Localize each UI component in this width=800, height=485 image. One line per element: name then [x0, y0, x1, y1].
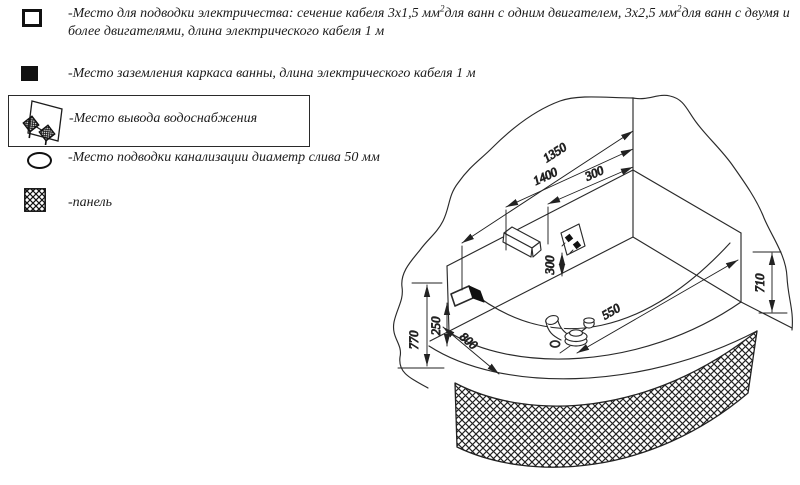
legend-item-water-supply: -Место вывода водоснабжения — [69, 111, 258, 126]
dim-770-label: 770 — [407, 330, 421, 350]
legend-electricity-sup-1: 2 — [439, 3, 445, 14]
dim-550-label: 550 — [599, 300, 623, 323]
legend-electricity-text-2: для ванн с одним двигателем, 3х2,5 мм — [444, 6, 677, 21]
legend-electricity-sup-2: 2 — [676, 3, 682, 14]
bathtub-rim-curves — [429, 243, 757, 379]
dim-300-height-label: 300 — [543, 255, 557, 275]
right-wall-outline — [633, 95, 792, 330]
dimension-300-wall — [548, 163, 633, 244]
dim-800-label: 800 — [456, 329, 481, 353]
inner-rim-arc — [468, 243, 730, 329]
legend-electricity-text-3: для ванн с двумя и более двигателями, длина электрического кабеля 1 м — [68, 6, 790, 39]
electric-connection-point — [451, 286, 484, 306]
dim-1350-label: 1350 — [540, 139, 570, 166]
dimension-550 — [577, 260, 738, 353]
deck-front-edge — [449, 302, 741, 359]
legend-electricity-text-1: -Место для подводки электричества: сечение кабеля 3х1,5 мм — [68, 6, 440, 21]
faucet-spout — [503, 227, 541, 257]
sewage-oval-symbol — [550, 341, 559, 347]
legend-item-drain: -Место подводки канализации диаметр слива 50 мм — [68, 150, 380, 165]
dim-300-wall-label: 300 — [582, 163, 606, 184]
legend-item-panel: -панель — [68, 195, 112, 210]
water-supply-point — [561, 224, 585, 255]
dim-250-label: 250 — [429, 316, 443, 336]
dimension-710 — [753, 252, 787, 313]
dimension-300-height — [543, 253, 562, 276]
dim-710-label: 710 — [753, 273, 767, 293]
legend-item-grounding: -Место заземления каркаса ванны, длина электрического кабеля 1 м — [68, 66, 476, 81]
dim-1400-label: 1400 — [531, 164, 560, 189]
